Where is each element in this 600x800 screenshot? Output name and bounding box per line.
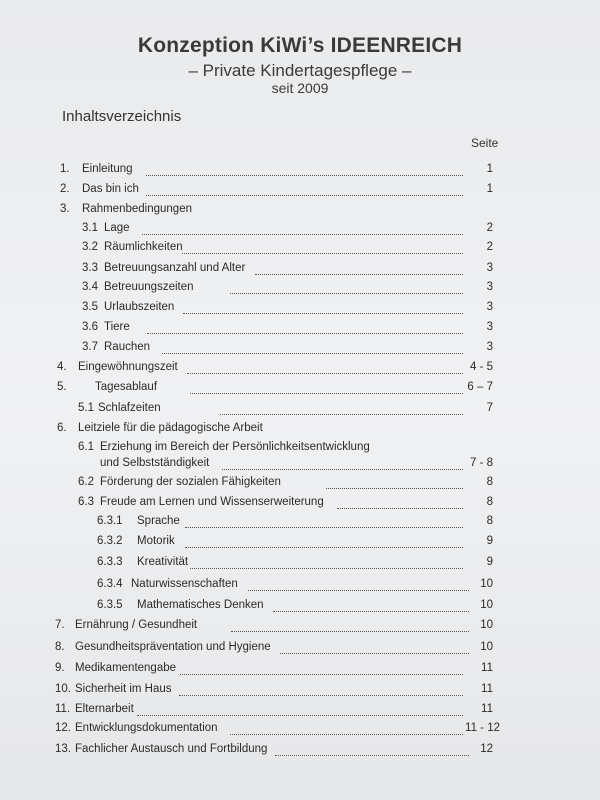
toc-entry [0,662,600,680]
toc-entry [0,381,600,399]
toc-entry [0,535,600,553]
toc-entry-number: 6.3.1 [97,515,123,527]
toc-entry [0,722,600,740]
toc-entry-number: 3.6 [82,321,98,333]
toc-entry-page: 1 [486,183,493,195]
toc-leader-dots [326,488,463,489]
toc-leader-dots [230,734,463,735]
toc-entry-label: Einleitung [82,163,133,175]
toc-entry-number: 4. [57,361,67,373]
toc-entry [0,163,600,181]
toc-leader-dots [146,175,463,176]
page-column-label: Seite [471,136,499,150]
toc-entry-label: Mathematisches Denken [137,599,264,611]
toc-entry-label: Naturwissenschaften [131,578,238,590]
toc-entry [0,183,600,201]
toc-entry [0,599,600,617]
toc-leader-dots [273,611,469,612]
toc-entry-number: 2. [60,183,70,195]
toc-entry-number: 7. [55,619,65,631]
toc-entry-label: Fachlicher Austausch und Fortbildung [75,743,268,755]
toc-entry-page: 8 [486,476,493,488]
toc-leader-dots [220,414,463,415]
toc-entry-page: 10 [480,599,493,611]
toc-entry-number: 6.2 [78,476,94,488]
toc-entry-page: 11 - 12 [465,722,500,734]
toc-entry-page: 10 [480,578,493,590]
toc-leader-dots [142,234,463,235]
toc-entry-number: 6.3.4 [97,578,123,590]
toc-entry-label: Eingewöhnungszeit [78,361,178,373]
toc-leader-dots [179,695,463,696]
toc-leader-dots [185,527,463,528]
toc-entry-number: 6.3.2 [97,535,123,547]
toc-entry-number: 13. [55,743,71,755]
toc-entry-number: 3.3 [82,262,98,274]
toc-entry-number: 6.3.5 [97,599,123,611]
toc-heading: Inhaltsverzeichnis [62,108,182,125]
toc-entry [0,321,600,339]
toc-entry-number: 3.5 [82,301,98,313]
toc-entry-page: 11 [481,703,493,715]
toc-entry-label: Das bin ich [82,183,139,195]
toc-entry-label: Rahmenbedingungen [82,203,192,215]
toc-entry-page: 10 [480,619,493,631]
toc-leader-dots [280,653,469,654]
toc-leader-dots [180,674,463,675]
toc-entry-number: 10. [55,683,71,695]
toc-entry [0,241,600,259]
toc-entry-page: 9 [486,535,493,547]
toc-entry-number: 6.1 [78,441,94,453]
toc-leader-dots [183,313,463,314]
toc-leader-dots [185,547,463,548]
toc-entry-number: 6.3 [78,496,94,508]
toc-leader-dots [337,508,463,509]
toc-entry-number: 3.7 [82,341,98,353]
toc-entry-page: 3 [486,262,493,274]
toc-entry-label: Motorik [137,535,175,547]
toc-leader-dots [137,715,463,716]
toc-entry [0,556,600,574]
toc-entry-label: Elternarbeit [75,703,134,715]
toc-entry-label: Betreuungsanzahl und Alter [104,262,246,274]
toc-entry [0,641,600,659]
toc-entry [0,743,600,761]
toc-leader-dots [222,469,463,470]
toc-entry [0,361,600,379]
toc-entry-number: 3.1 [82,222,98,234]
toc-entry-label: Leitziele für die pädagogische Arbeit [78,422,263,434]
toc-entry-label-continued: und Selbstständigkeit [100,457,210,469]
toc-entry-number: 5.1 [78,402,94,414]
toc-leader-dots [162,353,463,354]
document-title: Konzeption KiWi’s IDEENREICH [137,34,463,57]
toc-entry [0,515,600,533]
toc-leader-dots [187,373,463,374]
toc-leader-dots [190,568,463,569]
toc-entry [0,281,600,299]
toc-entry [0,578,600,596]
toc-leader-dots [182,253,463,254]
toc-entry-page: 11 [481,683,493,695]
toc-entry-label: Ernährung / Gesundheit [75,619,198,631]
toc-leader-dots [146,195,463,196]
toc-entry-page: 9 [486,556,493,568]
document-since: seit 2009 [271,80,329,96]
toc-entry-label: Erziehung im Bereich der Persönlichkeitsentwicklung [100,441,370,453]
toc-entry-label: Lage [104,222,130,234]
toc-entry [0,476,600,494]
toc-leader-dots [231,631,469,632]
toc-entry-number: 8. [55,641,65,653]
toc-entry-page: 8 [486,515,493,527]
toc-entry-page: 2 [486,241,493,253]
toc-entry-number: 9. [55,662,65,674]
toc-entry [0,422,600,440]
toc-leader-dots [190,393,463,394]
toc-entry-number: 5. [57,381,67,393]
toc-entry-label: Rauchen [104,341,151,353]
toc-entry-label: Betreuungszeiten [104,281,194,293]
toc-entry-page: 3 [486,341,493,353]
toc-entry-label: Freude am Lernen und Wissenserweiterung [100,496,324,508]
toc-entry-page: 7 [486,402,493,414]
toc-entry-label: Schlafzeiten [98,402,161,414]
toc-entry [0,496,600,514]
toc-entry-number: 6. [57,422,67,434]
toc-entry-page: 7 - 8 [469,457,493,469]
toc-entry-page: 12 [480,743,493,755]
toc-entry [0,441,600,469]
toc-leader-dots [248,590,469,591]
toc-entry-page: 10 [480,641,493,653]
toc-entry-page: 2 [486,222,493,234]
toc-leader-dots [147,333,463,334]
toc-entry [0,703,600,721]
toc-entry-page: 6 – 7 [467,381,493,393]
toc-entry-page: 3 [486,321,493,333]
toc-entry-page: 3 [486,301,493,313]
toc-entry-number: 6.3.3 [97,556,123,568]
toc-entry [0,222,600,240]
toc-entry [0,341,600,359]
toc-entry [0,619,600,637]
toc-entry-page: 4 - 5 [469,361,493,373]
toc-entry-label: Medikamentengabe [75,662,177,674]
toc-entry-label: Gesundheitspräventation und Hygiene [75,641,271,653]
toc-entry-label: Sicherheit im Haus [75,683,172,695]
toc-entry-page: 1 [486,163,493,175]
toc-entry-label: Sprache [137,515,180,527]
toc-leader-dots [255,274,463,275]
toc-entry-number: 1. [60,163,70,175]
toc-entry-page: 11 [481,662,493,674]
toc-entry-label: Tiere [104,321,130,333]
toc-entry [0,301,600,319]
toc-entry-number: 12. [55,722,71,734]
toc-leader-dots [275,755,469,756]
toc-entry-number: 3. [60,203,70,215]
toc-entry-label: Räumlichkeiten [104,241,183,253]
toc-entry-label: Kreativität [137,556,189,568]
toc-entry-page: 8 [486,496,493,508]
toc-entry [0,402,600,420]
toc-entry-label: Urlaubszeiten [104,301,175,313]
toc-entry-label: Tagesablauf [95,381,158,393]
document-subtitle: – Private Kindertagespflege – [188,61,412,80]
toc-entry [0,203,600,221]
toc-entry [0,262,600,280]
toc-entry-label: Förderung der sozialen Fähigkeiten [100,476,281,488]
toc-leader-dots [230,293,463,294]
toc-entry-label: Entwicklungsdokumentation [75,722,218,734]
toc-entry-number: 3.4 [82,281,98,293]
toc-entry-number: 3.2 [82,241,98,253]
toc-entry-page: 3 [486,281,493,293]
toc-entry-number: 11. [55,703,71,715]
toc-entry [0,683,600,701]
